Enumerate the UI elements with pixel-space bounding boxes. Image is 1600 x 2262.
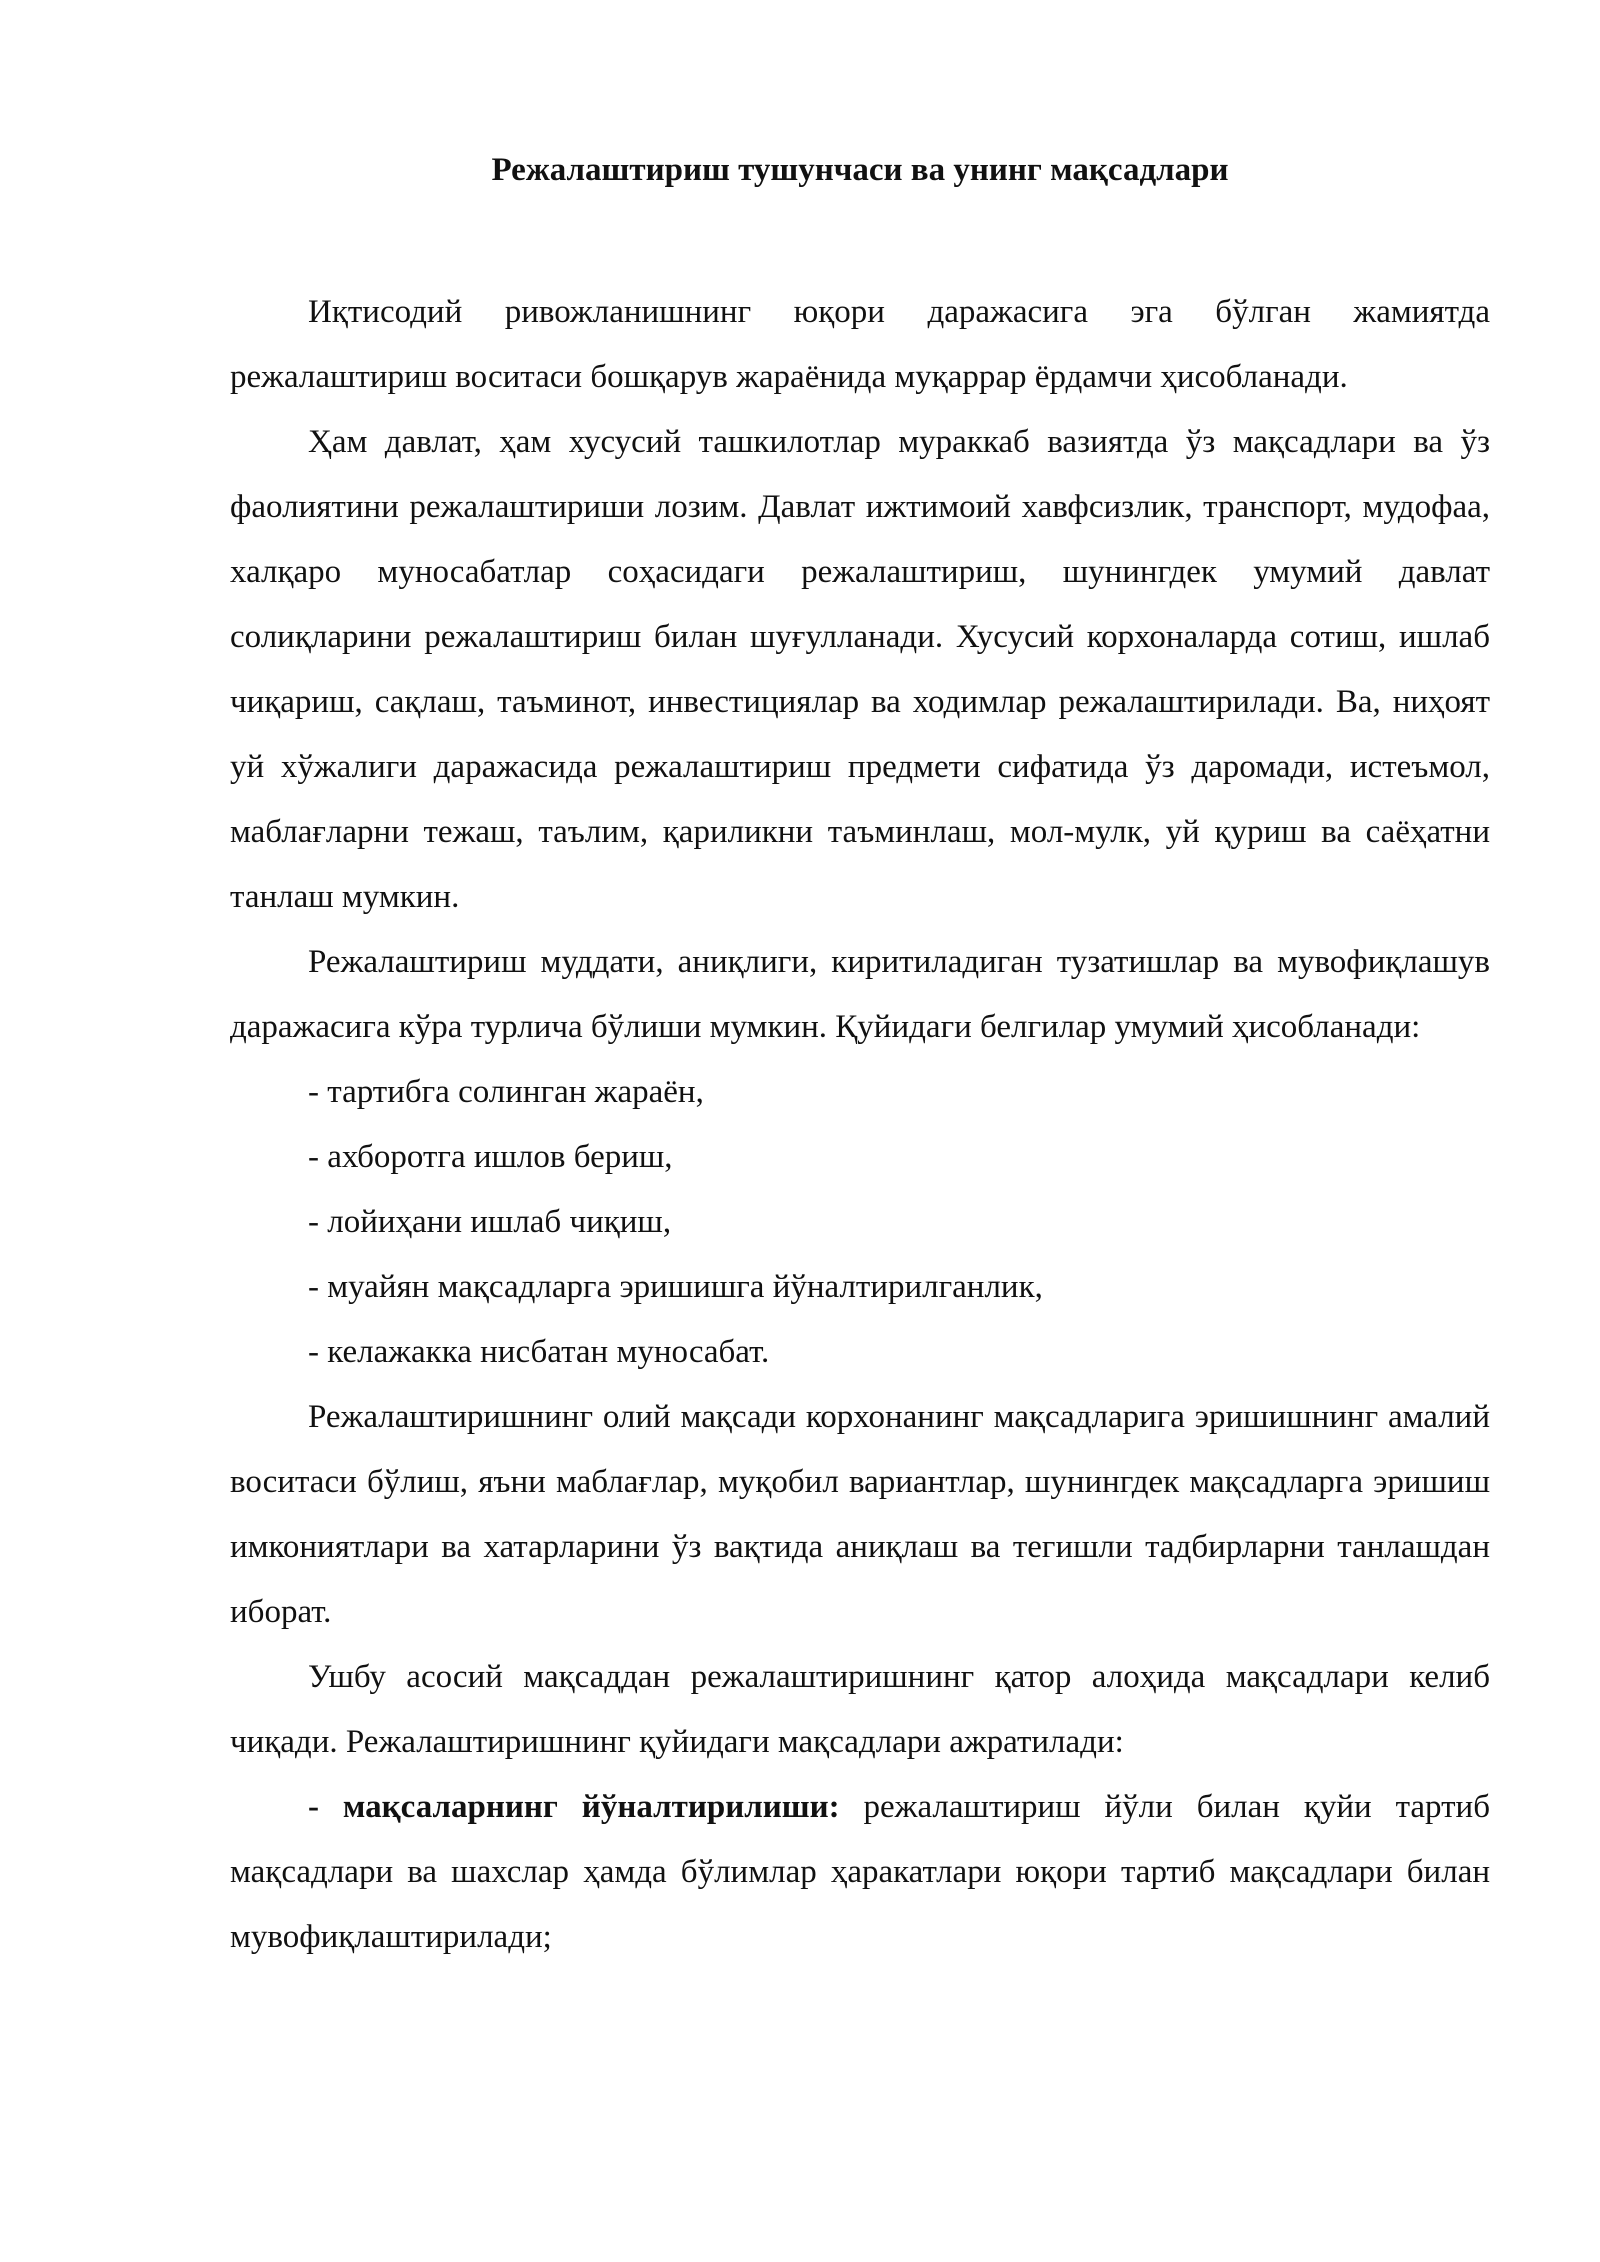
paragraph-intro: Иқтисодий ривожланишнинг юқори даражасига эга бўлган жамиятда режалаштириш воситаси бошқарув жараёнида муқаррар ёрдамчи ҳисобланади. [230, 294, 1490, 395]
features-list [230, 1060, 1490, 1385]
paragraph-organizations: Ҳам давлат, ҳам хусусий ташкилотлар мураккаб вазиятда ўз мақсадлари ва ўз фаолиятини режалаштириши лозим. Давлат ижтимоий хавфсизлик, транспорт, мудофаа, халқаро муносабатлар соҳасидаги режалаштириш, шунингдек умумий давлат солиқларини режалаштириш билан шуғулланади. Хусусий корхоналарда сотиш, ишлаб чиқариш, сақлаш, таъминот, инвестициялар ва ходимлар режалаштирилади. Ва, ниҳоят уй хўжалиги даражасида режалаштириш предмети сифатида ўз даромади, истеъмол, маблағларни тежаш, таълим, қариликни таъминлаш, мол-мулк, уй қуриш ва саёҳатни танлаш мумкин. [230, 424, 1490, 915]
goal-direction-text: режалаштириш йўли билан қуйи тартиб мақсадлари ва шахслар ҳамда бўлимлар ҳаракатлари юқори тартиб мақсадлари билан мувофиқлаштирилади; [230, 1789, 1490, 1955]
paragraph-main-goal: Режалаштиришнинг олий мақсади корхонанинг мақсадларига эришишнинг амалий воситаси бўлиш, яъни маблағлар, муқобил вариантлар, шунингдек мақсадларга эришиш имкониятлари ва хатарларини ўз вақтида аниқлаш ва тегишли тадбирларни танлашдан иборат. [230, 1399, 1490, 1630]
list-item: - муайян мақсадларга эришишга йўналтирилганлик, [308, 1269, 1043, 1305]
document-title: Режалаштириш тушунчаси ва унинг мақсадлари [491, 152, 1229, 188]
list-item: - лойиҳани ишлаб чиқиш, [308, 1204, 672, 1240]
list-item: - ахборотга ишлов бериш, [308, 1139, 673, 1175]
paragraph-goals-intro: Ушбу асосий мақсаддан режалаштиришнинг қатор алоҳида мақсадлари келиб чиқади. Режалаштиришнинг қуйидаги мақсадлари ажратилади: [230, 1659, 1490, 1760]
goal-direction-lead: - мақсаларнинг йўналтирилиши: [308, 1789, 840, 1825]
paragraph-goal-direction [230, 1775, 1490, 1970]
document-body [230, 150, 1490, 1970]
paragraph-features: Режалаштириш муддати, аниқлиги, киритиладиган тузатишлар ва мувофиқлашув даражасига кўра турлича бўлиши мумкин. Қуйидаги белгилар умумий ҳисобланади: [230, 944, 1490, 1045]
list-item: - келажакка нисбатан муносабат. [308, 1334, 770, 1370]
list-item: - тартибга солинган жараён, [308, 1074, 704, 1110]
